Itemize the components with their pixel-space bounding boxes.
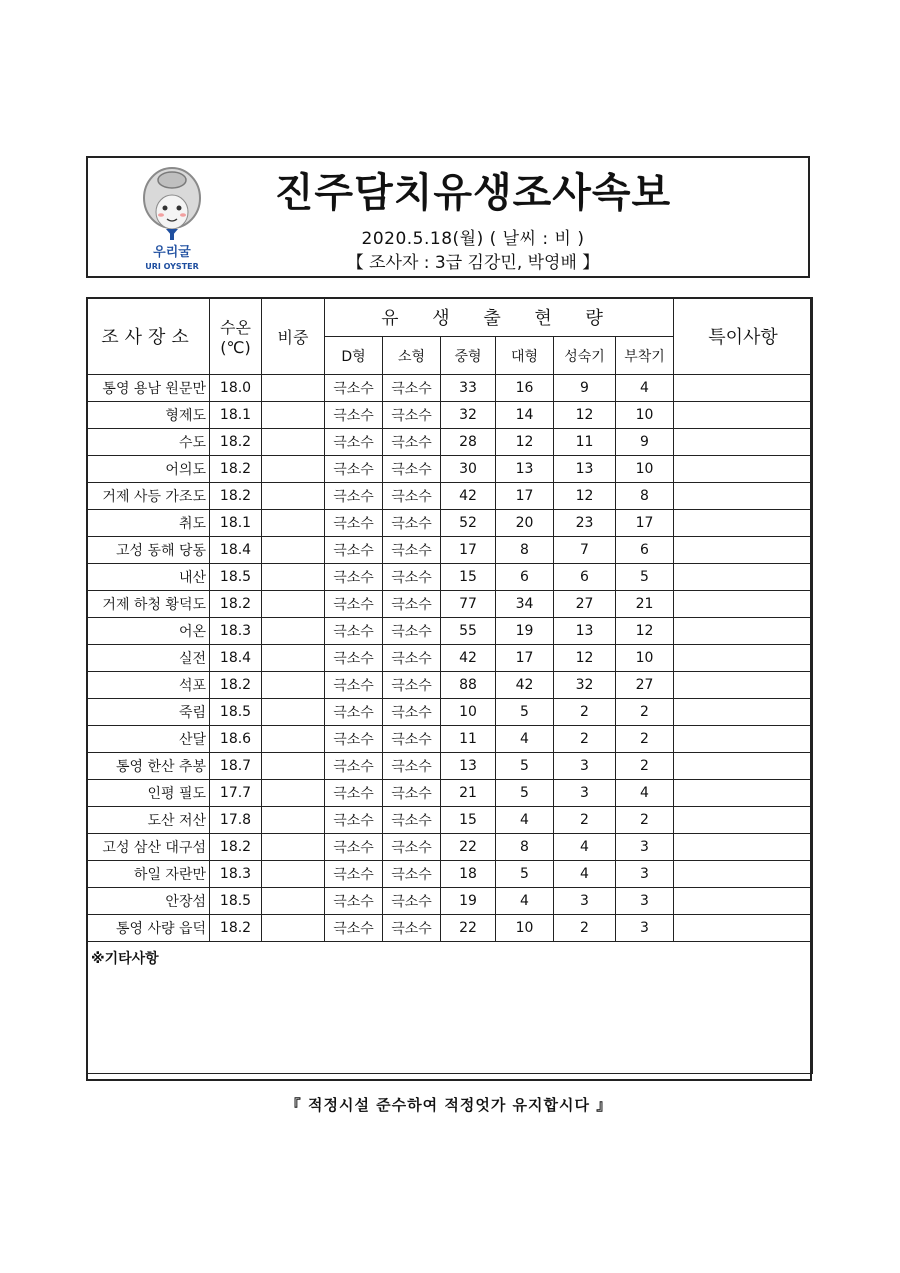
attached-cell: 27 [616, 672, 674, 699]
water-temp-cell: 18.4 [210, 645, 262, 672]
d-type-cell: 극소수 [325, 618, 383, 645]
location-cell: 인평 필도 [87, 780, 210, 807]
large-cell: 34 [496, 591, 554, 618]
table-row [87, 402, 813, 429]
d-type-cell: 극소수 [325, 402, 383, 429]
water-temp-cell: 18.2 [210, 429, 262, 456]
location-cell: 통영 사량 읍덕 [87, 915, 210, 942]
notes-cell [674, 888, 813, 915]
other-notes-cell [87, 942, 813, 1074]
large-cell: 20 [496, 510, 554, 537]
attached-cell: 2 [616, 807, 674, 834]
other-notes-row [87, 942, 813, 1074]
uri-oyster-logo [136, 166, 208, 274]
mature-cell: 2 [554, 726, 616, 753]
d-type-cell: 극소수 [325, 834, 383, 861]
mature-cell: 4 [554, 861, 616, 888]
attached-cell: 12 [616, 618, 674, 645]
header-water-temp-unit: (℃) [220, 338, 251, 357]
water-temp-cell: 18.5 [210, 699, 262, 726]
salinity-cell [262, 591, 325, 618]
table-row [87, 753, 813, 780]
salinity-cell [262, 807, 325, 834]
attached-cell: 8 [616, 483, 674, 510]
date-weather: 2020.5.18(월) ( 날씨 : 비 ) [361, 229, 585, 249]
salinity-cell [262, 483, 325, 510]
medium-cell: 30 [441, 456, 496, 483]
small-cell: 극소수 [383, 456, 441, 483]
d-type-cell: 극소수 [325, 699, 383, 726]
large-cell: 12 [496, 429, 554, 456]
salinity-cell [262, 699, 325, 726]
small-cell: 극소수 [383, 699, 441, 726]
salinity-cell [262, 726, 325, 753]
location-cell: 형제도 [87, 402, 210, 429]
header-water-temp-label: 수온 [220, 318, 251, 337]
d-type-cell: 극소수 [325, 429, 383, 456]
water-temp-cell: 18.5 [210, 888, 262, 915]
medium-cell: 77 [441, 591, 496, 618]
larvae-survey-table [86, 297, 813, 1074]
attached-cell: 5 [616, 564, 674, 591]
notes-cell [674, 429, 813, 456]
table-row [87, 483, 813, 510]
salinity-cell [262, 456, 325, 483]
mature-cell: 12 [554, 402, 616, 429]
large-cell: 42 [496, 672, 554, 699]
mature-cell: 12 [554, 645, 616, 672]
medium-cell: 42 [441, 483, 496, 510]
location-cell: 고성 삼산 대구섬 [87, 834, 210, 861]
d-type-cell: 극소수 [325, 861, 383, 888]
location-cell: 수도 [87, 429, 210, 456]
other-notes-label: ※기타사항 [91, 951, 159, 967]
water-temp-cell: 18.0 [210, 375, 262, 402]
logo-text: 우리굴 [153, 245, 191, 260]
d-type-cell: 극소수 [325, 591, 383, 618]
notes-cell [674, 807, 813, 834]
salinity-cell [262, 834, 325, 861]
notes-cell [674, 753, 813, 780]
attached-cell: 3 [616, 915, 674, 942]
medium-cell: 52 [441, 510, 496, 537]
d-type-cell: 극소수 [325, 780, 383, 807]
small-cell: 극소수 [383, 672, 441, 699]
notes-cell [674, 375, 813, 402]
water-temp-cell: 18.2 [210, 456, 262, 483]
location-cell: 통영 용남 원문만 [87, 375, 210, 402]
large-cell: 14 [496, 402, 554, 429]
water-temp-cell: 17.7 [210, 780, 262, 807]
table-row [87, 456, 813, 483]
location-cell: 죽림 [87, 699, 210, 726]
attached-cell: 3 [616, 888, 674, 915]
attached-cell: 2 [616, 699, 674, 726]
medium-cell: 22 [441, 834, 496, 861]
small-cell: 극소수 [383, 375, 441, 402]
d-type-cell: 극소수 [325, 672, 383, 699]
small-cell: 극소수 [383, 888, 441, 915]
large-cell: 4 [496, 888, 554, 915]
notes-cell [674, 456, 813, 483]
table-row [87, 888, 813, 915]
mature-cell: 32 [554, 672, 616, 699]
large-cell: 5 [496, 699, 554, 726]
mature-cell: 2 [554, 915, 616, 942]
water-temp-cell: 18.7 [210, 753, 262, 780]
location-cell: 취도 [87, 510, 210, 537]
d-type-cell: 극소수 [325, 915, 383, 942]
table-body [87, 375, 813, 942]
small-cell: 극소수 [383, 510, 441, 537]
attached-cell: 17 [616, 510, 674, 537]
small-cell: 극소수 [383, 564, 441, 591]
location-cell: 어의도 [87, 456, 210, 483]
salinity-cell [262, 645, 325, 672]
large-cell: 13 [496, 456, 554, 483]
table-row [87, 537, 813, 564]
d-type-cell: 극소수 [325, 564, 383, 591]
notes-cell [674, 726, 813, 753]
notes-cell [674, 645, 813, 672]
location-cell: 하일 자란만 [87, 861, 210, 888]
water-temp-cell: 18.2 [210, 672, 262, 699]
header-larvae-group: 유 생 출 현 량 [325, 298, 674, 337]
location-cell: 도산 저산 [87, 807, 210, 834]
attached-cell: 10 [616, 402, 674, 429]
medium-cell: 32 [441, 402, 496, 429]
large-cell: 19 [496, 618, 554, 645]
location-cell: 산달 [87, 726, 210, 753]
logo-subtext: URI OYSTER [145, 262, 199, 271]
notes-cell [674, 780, 813, 807]
medium-cell: 33 [441, 375, 496, 402]
attached-cell: 10 [616, 456, 674, 483]
medium-cell: 55 [441, 618, 496, 645]
large-cell: 8 [496, 537, 554, 564]
mature-cell: 13 [554, 456, 616, 483]
notes-cell [674, 591, 813, 618]
mature-cell: 23 [554, 510, 616, 537]
salinity-cell [262, 861, 325, 888]
small-cell: 극소수 [383, 537, 441, 564]
large-cell: 5 [496, 861, 554, 888]
location-cell: 석포 [87, 672, 210, 699]
header-salinity: 비중 [262, 298, 325, 375]
attached-cell: 3 [616, 861, 674, 888]
notes-cell [674, 672, 813, 699]
attached-cell: 10 [616, 645, 674, 672]
water-temp-cell: 18.5 [210, 564, 262, 591]
attached-cell: 9 [616, 429, 674, 456]
table-row [87, 618, 813, 645]
location-cell: 거제 사등 가조도 [87, 483, 210, 510]
large-cell: 4 [496, 807, 554, 834]
large-cell: 4 [496, 726, 554, 753]
attached-cell: 2 [616, 726, 674, 753]
water-temp-cell: 18.4 [210, 537, 262, 564]
header-small: 소형 [383, 337, 441, 375]
medium-cell: 42 [441, 645, 496, 672]
d-type-cell: 극소수 [325, 483, 383, 510]
large-cell: 16 [496, 375, 554, 402]
notes-cell [674, 699, 813, 726]
medium-cell: 18 [441, 861, 496, 888]
mature-cell: 7 [554, 537, 616, 564]
small-cell: 극소수 [383, 834, 441, 861]
small-cell: 극소수 [383, 483, 441, 510]
small-cell: 극소수 [383, 618, 441, 645]
table-row [87, 780, 813, 807]
notes-cell [674, 537, 813, 564]
medium-cell: 21 [441, 780, 496, 807]
large-cell: 10 [496, 915, 554, 942]
medium-cell: 13 [441, 753, 496, 780]
medium-cell: 11 [441, 726, 496, 753]
mature-cell: 9 [554, 375, 616, 402]
medium-cell: 15 [441, 807, 496, 834]
salinity-cell [262, 672, 325, 699]
header-water-temp [210, 298, 262, 375]
medium-cell: 10 [441, 699, 496, 726]
location-cell: 통영 한산 추봉 [87, 753, 210, 780]
header-location: 조사장소 [87, 298, 210, 375]
large-cell: 17 [496, 483, 554, 510]
salinity-cell [262, 402, 325, 429]
location-cell: 거제 하청 황덕도 [87, 591, 210, 618]
notes-cell [674, 861, 813, 888]
water-temp-cell: 18.1 [210, 510, 262, 537]
investigators: 【 조사자 : 3급 김강민, 박영배 】 [346, 253, 600, 273]
mature-cell: 2 [554, 807, 616, 834]
d-type-cell: 극소수 [325, 537, 383, 564]
d-type-cell: 극소수 [325, 375, 383, 402]
attached-cell: 21 [616, 591, 674, 618]
small-cell: 극소수 [383, 753, 441, 780]
notes-cell [674, 618, 813, 645]
salinity-cell [262, 564, 325, 591]
notes-cell [674, 564, 813, 591]
d-type-cell: 극소수 [325, 510, 383, 537]
small-cell: 극소수 [383, 429, 441, 456]
water-temp-cell: 18.3 [210, 618, 262, 645]
d-type-cell: 극소수 [325, 888, 383, 915]
table-row [87, 375, 813, 402]
water-temp-cell: 18.2 [210, 834, 262, 861]
small-cell: 극소수 [383, 645, 441, 672]
table-row [87, 861, 813, 888]
table-row [87, 591, 813, 618]
small-cell: 극소수 [383, 915, 441, 942]
mature-cell: 3 [554, 888, 616, 915]
d-type-cell: 극소수 [325, 726, 383, 753]
report-header [86, 156, 810, 278]
mature-cell: 4 [554, 834, 616, 861]
table-row [87, 834, 813, 861]
medium-cell: 19 [441, 888, 496, 915]
salinity-cell [262, 888, 325, 915]
small-cell: 극소수 [383, 780, 441, 807]
attached-cell: 2 [616, 753, 674, 780]
medium-cell: 88 [441, 672, 496, 699]
table-row [87, 915, 813, 942]
d-type-cell: 극소수 [325, 456, 383, 483]
small-cell: 극소수 [383, 861, 441, 888]
attached-cell: 4 [616, 375, 674, 402]
water-temp-cell: 18.2 [210, 483, 262, 510]
medium-cell: 17 [441, 537, 496, 564]
location-cell: 실전 [87, 645, 210, 672]
attached-cell: 6 [616, 537, 674, 564]
medium-cell: 28 [441, 429, 496, 456]
medium-cell: 22 [441, 915, 496, 942]
header-d-type: D형 [325, 337, 383, 375]
mature-cell: 27 [554, 591, 616, 618]
small-cell: 극소수 [383, 402, 441, 429]
small-cell: 극소수 [383, 591, 441, 618]
mature-cell: 3 [554, 780, 616, 807]
large-cell: 8 [496, 834, 554, 861]
table-row [87, 510, 813, 537]
header-mature: 성숙기 [554, 337, 616, 375]
mature-cell: 11 [554, 429, 616, 456]
mature-cell: 6 [554, 564, 616, 591]
notes-cell [674, 510, 813, 537]
mature-cell: 3 [554, 753, 616, 780]
water-temp-cell: 17.8 [210, 807, 262, 834]
d-type-cell: 극소수 [325, 645, 383, 672]
header-notes: 특이사항 [674, 298, 813, 375]
notes-cell [674, 834, 813, 861]
d-type-cell: 극소수 [325, 753, 383, 780]
large-cell: 5 [496, 753, 554, 780]
small-cell: 극소수 [383, 726, 441, 753]
water-temp-cell: 18.1 [210, 402, 262, 429]
salinity-cell [262, 429, 325, 456]
salinity-cell [262, 375, 325, 402]
salinity-cell [262, 753, 325, 780]
location-cell: 어온 [87, 618, 210, 645]
salinity-cell [262, 537, 325, 564]
page-title: 진주담치유생조사속보 [274, 170, 672, 216]
mature-cell: 12 [554, 483, 616, 510]
notes-cell [674, 483, 813, 510]
large-cell: 6 [496, 564, 554, 591]
table-row [87, 726, 813, 753]
water-temp-cell: 18.2 [210, 591, 262, 618]
large-cell: 5 [496, 780, 554, 807]
small-cell: 극소수 [383, 807, 441, 834]
location-cell: 고성 동해 당동 [87, 537, 210, 564]
header-large: 대형 [496, 337, 554, 375]
attached-cell: 3 [616, 834, 674, 861]
table-row [87, 564, 813, 591]
table-row [87, 807, 813, 834]
water-temp-cell: 18.6 [210, 726, 262, 753]
table-row [87, 645, 813, 672]
header-medium: 중형 [441, 337, 496, 375]
table-row [87, 429, 813, 456]
medium-cell: 15 [441, 564, 496, 591]
d-type-cell: 극소수 [325, 807, 383, 834]
footer-slogan: 『 적정시설 준수하여 적정엇가 유지합시다 』 [285, 1096, 613, 1114]
table-row [87, 672, 813, 699]
notes-cell [674, 915, 813, 942]
mature-cell: 2 [554, 699, 616, 726]
location-cell: 안장섬 [87, 888, 210, 915]
notes-cell [674, 402, 813, 429]
location-cell: 내산 [87, 564, 210, 591]
water-temp-cell: 18.3 [210, 861, 262, 888]
water-temp-cell: 18.2 [210, 915, 262, 942]
salinity-cell [262, 915, 325, 942]
salinity-cell [262, 780, 325, 807]
salinity-cell [262, 510, 325, 537]
table-row [87, 699, 813, 726]
large-cell: 17 [496, 645, 554, 672]
mature-cell: 13 [554, 618, 616, 645]
attached-cell: 4 [616, 780, 674, 807]
salinity-cell [262, 618, 325, 645]
header-attached: 부착기 [616, 337, 674, 375]
